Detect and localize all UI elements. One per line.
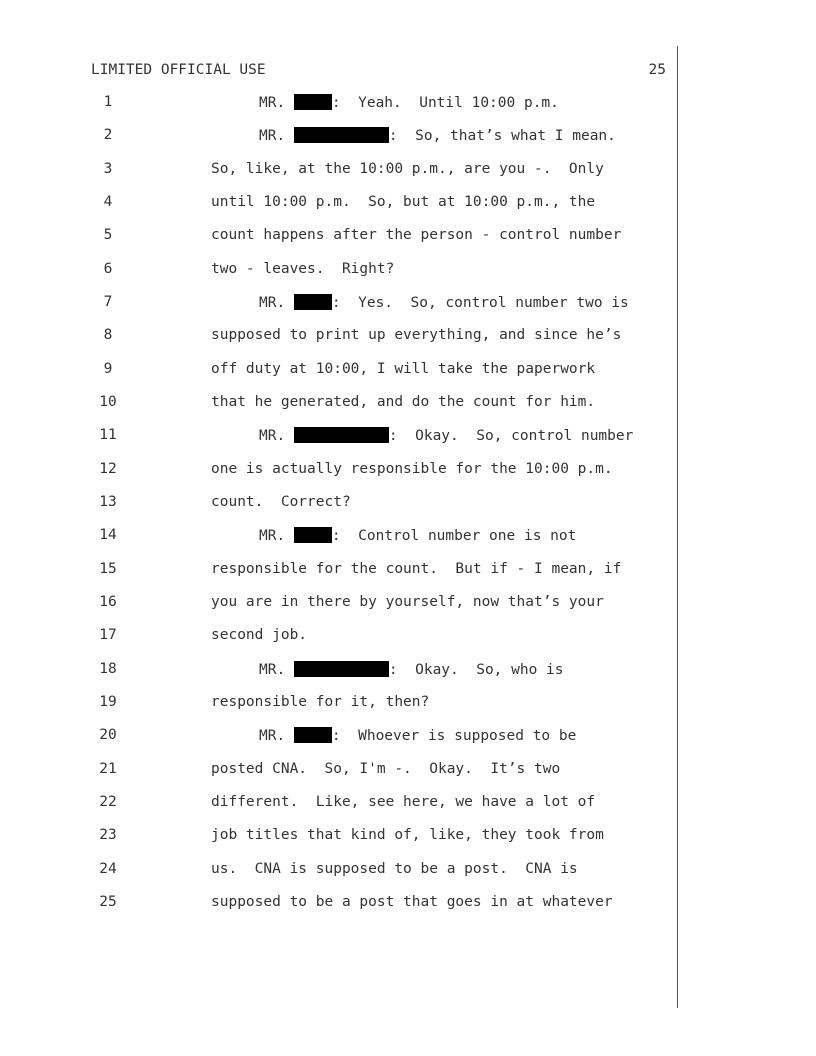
line-text bbox=[259, 527, 576, 544]
transcript-line bbox=[0, 861, 670, 881]
transcript-line bbox=[0, 561, 670, 581]
line-text: responsible for it, then? bbox=[211, 694, 430, 710]
line-text: count. Correct? bbox=[211, 494, 351, 510]
line-number: 20 bbox=[99, 727, 117, 743]
line-number: 17 bbox=[99, 627, 117, 643]
transcript-line bbox=[0, 894, 670, 914]
line-text: posted CNA. So, I'm -. Okay. It’s two bbox=[211, 761, 561, 777]
line-text: until 10:00 p.m. So, but at 10:00 p.m., the bbox=[211, 194, 596, 210]
line-number: 3 bbox=[103, 161, 113, 177]
transcript-line bbox=[0, 594, 670, 614]
line-content: : Control number one is not bbox=[331, 528, 577, 544]
line-number: 4 bbox=[103, 194, 113, 210]
speaker-prefix: MR. bbox=[259, 295, 294, 311]
line-content: : So, that’s what I mean. bbox=[388, 128, 616, 144]
line-text: second job. bbox=[211, 627, 308, 643]
transcript-line bbox=[0, 527, 670, 547]
redaction-box bbox=[294, 294, 332, 310]
speaker-prefix: MR. bbox=[259, 528, 294, 544]
line-text: off duty at 10:00, I will take the paperwork bbox=[211, 361, 596, 377]
line-content: : Whoever is supposed to be bbox=[331, 728, 577, 744]
transcript-line bbox=[0, 461, 670, 481]
line-content: : Okay. So, control number bbox=[388, 428, 634, 444]
line-number: 10 bbox=[99, 394, 117, 410]
line-text: two - leaves. Right? bbox=[211, 261, 395, 277]
line-content: : Yes. So, control number two is bbox=[331, 295, 629, 311]
line-number: 15 bbox=[99, 561, 117, 577]
redaction-box bbox=[294, 661, 389, 677]
line-text: different. Like, see here, we have a lot of bbox=[211, 794, 596, 810]
transcript-line bbox=[0, 227, 670, 247]
line-number: 11 bbox=[99, 427, 117, 443]
line-number: 7 bbox=[103, 294, 113, 310]
line-number: 19 bbox=[99, 694, 117, 710]
redaction-box bbox=[294, 527, 332, 543]
transcript-line bbox=[0, 661, 670, 681]
line-text bbox=[259, 427, 633, 444]
line-number: 8 bbox=[103, 327, 113, 343]
line-content: : Okay. So, who is bbox=[388, 662, 564, 678]
page-number: 25 bbox=[648, 62, 666, 78]
line-text: responsible for the count. But if - I mean, if bbox=[211, 561, 622, 577]
line-content: : Yeah. Until 10:00 p.m. bbox=[331, 95, 559, 111]
transcript-line bbox=[0, 394, 670, 414]
redaction-box bbox=[294, 427, 389, 443]
line-number: 9 bbox=[103, 361, 113, 377]
margin-rule bbox=[677, 46, 678, 1008]
redaction-box bbox=[294, 127, 389, 143]
line-text: that he generated, and do the count for him. bbox=[211, 394, 596, 410]
transcript-line bbox=[0, 694, 670, 714]
line-number: 18 bbox=[99, 661, 117, 677]
transcript-line bbox=[0, 327, 670, 347]
line-text: one is actually responsible for the 10:00 p.m. bbox=[211, 461, 613, 477]
line-text bbox=[259, 294, 629, 311]
speaker-prefix: MR. bbox=[259, 95, 294, 111]
classification-header: LIMITED OFFICIAL USE bbox=[91, 62, 266, 78]
line-number: 23 bbox=[99, 827, 117, 843]
transcript-line bbox=[0, 261, 670, 281]
transcript-line bbox=[0, 427, 670, 447]
line-text bbox=[259, 127, 616, 144]
line-number: 16 bbox=[99, 594, 117, 610]
line-number: 14 bbox=[99, 527, 117, 543]
speaker-prefix: MR. bbox=[259, 662, 294, 678]
line-number: 24 bbox=[99, 861, 117, 877]
transcript-line bbox=[0, 127, 670, 147]
line-text: us. CNA is supposed to be a post. CNA is bbox=[211, 861, 578, 877]
transcript-line bbox=[0, 761, 670, 781]
line-text: you are in there by yourself, now that’s your bbox=[211, 594, 604, 610]
line-number: 22 bbox=[99, 794, 117, 810]
transcript-line bbox=[0, 727, 670, 747]
line-number: 1 bbox=[103, 94, 113, 110]
line-text: supposed to be a post that goes in at whatever bbox=[211, 894, 613, 910]
transcript-line bbox=[0, 794, 670, 814]
speaker-prefix: MR. bbox=[259, 428, 294, 444]
line-text: supposed to print up everything, and since he’s bbox=[211, 327, 622, 343]
transcript-line bbox=[0, 361, 670, 381]
line-text: So, like, at the 10:00 p.m., are you -. Only bbox=[211, 161, 604, 177]
speaker-prefix: MR. bbox=[259, 128, 294, 144]
redaction-box bbox=[294, 727, 332, 743]
transcript-line bbox=[0, 627, 670, 647]
line-text bbox=[259, 727, 576, 744]
redaction-box bbox=[294, 94, 332, 110]
line-number: 13 bbox=[99, 494, 117, 510]
line-number: 12 bbox=[99, 461, 117, 477]
transcript-line bbox=[0, 494, 670, 514]
transcript-line bbox=[0, 94, 670, 114]
line-text bbox=[259, 661, 564, 678]
line-text: job titles that kind of, like, they took from bbox=[211, 827, 604, 843]
line-number: 6 bbox=[103, 261, 113, 277]
line-number: 2 bbox=[103, 127, 113, 143]
transcript-line bbox=[0, 194, 670, 214]
line-number: 5 bbox=[103, 227, 113, 243]
line-text bbox=[259, 94, 559, 111]
line-text: count happens after the person - control number bbox=[211, 227, 622, 243]
transcript-line bbox=[0, 161, 670, 181]
line-number: 25 bbox=[99, 894, 117, 910]
speaker-prefix: MR. bbox=[259, 728, 294, 744]
transcript-line bbox=[0, 827, 670, 847]
transcript-line bbox=[0, 294, 670, 314]
line-number: 21 bbox=[99, 761, 117, 777]
